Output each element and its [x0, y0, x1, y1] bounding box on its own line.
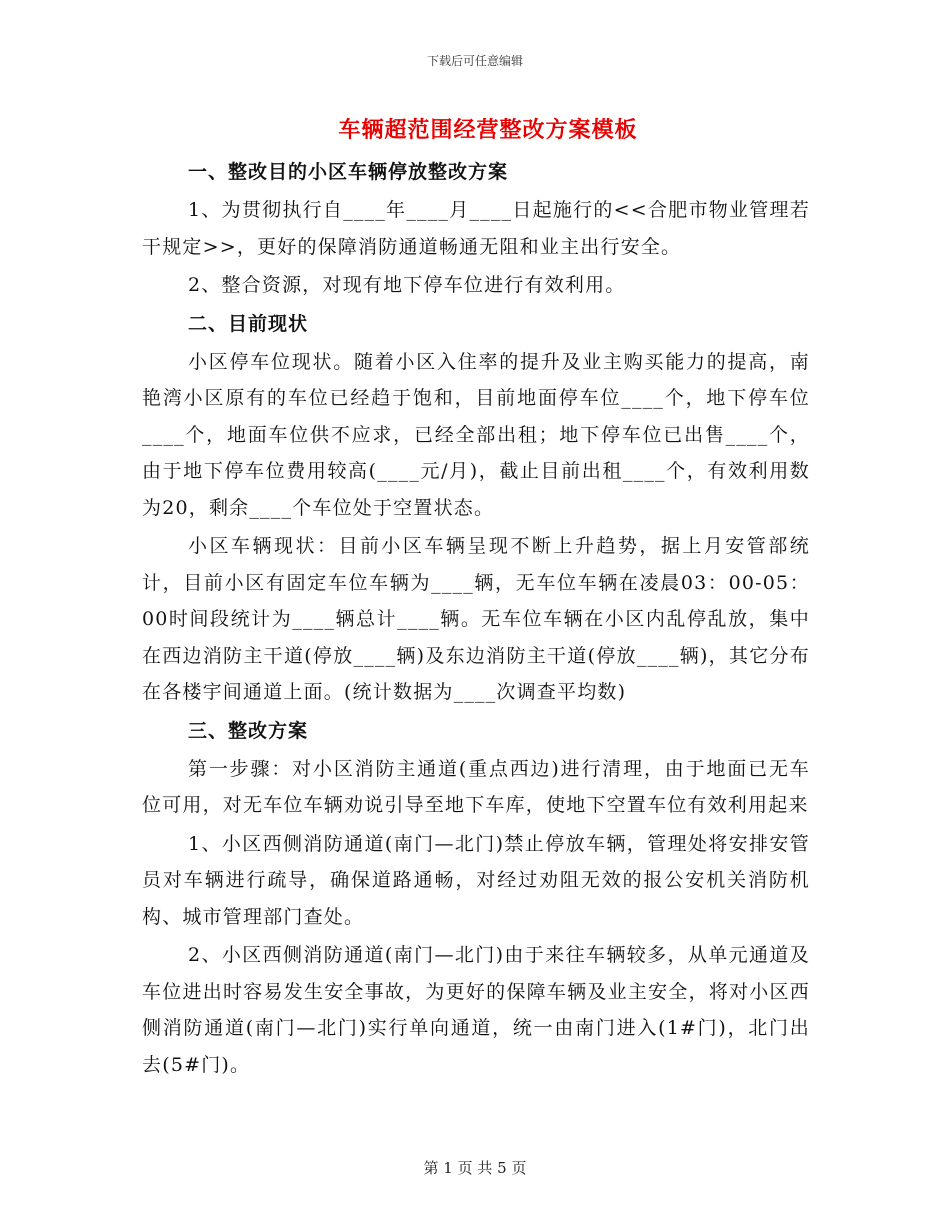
paragraph: 2、整合资源，对现有地下停车位进行有效利用。	[188, 274, 626, 296]
paragraph: 小区车辆现状：目前小区车辆呈现不断上升趋势，据上月安管部统计，目前小区有固定车位车辆为____辆，无车位车辆在凌晨03：00-05：00时间段统计为____辆总计____辆。无车位车辆在小区内乱停乱放，集中在西边消防主干道(停放____辆)及东边消防主干道(停放____辆)，其它分布在各楼宇间通道上面。(统计数据为____次调查平均数)	[142, 535, 810, 703]
section-heading: 三、整改方案	[188, 719, 309, 742]
page-footer: 第 1 页 共 5 页	[423, 1159, 527, 1177]
paragraph: 2、小区西侧消防通道(南门—北门)由于来往车辆较多，从单元通道及车位进出时容易发生安全事故，为更好的保障车辆及业主安全，将对小区西侧消防通道(南门—北门)实行单向通道，统一由南门进入(1#门)，北门出去(5#门)。	[142, 944, 810, 1076]
document-title: 车辆超范围经营整改方案模板	[338, 117, 638, 143]
document-body	[142, 112, 810, 1085]
page-header: 下载后可任意编辑	[426, 54, 523, 68]
section-heading: 二、目前现状	[188, 312, 309, 335]
paragraph: 第一步骤：对小区消防主通道(重点西边)进行清理，由于地面已无车位可用，对无车位车辆劝说引导至地下车库，使地下空置车位有效利用起来	[142, 757, 810, 816]
paragraph: 1、为贯彻执行自____年____月____日起施行的<<合肥市物业管理若干规定>>，更好的保障消防通道畅通无阻和业主出行安全。	[142, 199, 810, 258]
section-heading: 一、整改目的小区车辆停放整改方案	[188, 161, 509, 183]
paragraph: 小区停车位现状。随着小区入住率的提升及业主购买能力的提高，南艳湾小区原有的车位已经趋于饱和，目前地面停车位____个，地下停车位____个，地面车位供不应求，已经全部出租；地下停车位已出售____个，由于地下停车位费用较高(____元/月)，截止目前出租____个，有效利用数为20，剩余____个车位处于空置状态。	[142, 350, 810, 519]
paragraph: 1、小区西侧消防通道(南门—北门)禁止停放车辆，管理处将安排安管员对车辆进行疏导，确保道路通畅，对经过劝阻无效的报公安机关消防机构、城市管理部门查处。	[142, 832, 810, 928]
